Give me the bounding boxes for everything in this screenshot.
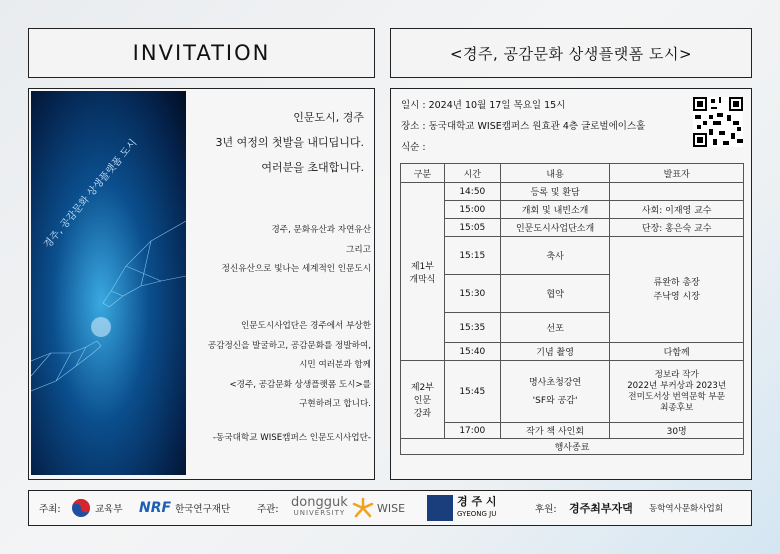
gyeongju-en: GYEONG JU bbox=[457, 510, 497, 518]
column-header: 구분 bbox=[401, 164, 445, 183]
organizer-label: 주관: bbox=[257, 504, 279, 515]
event-title: <경주, 공감문화 상생플랫폼 도시> bbox=[449, 44, 693, 63]
body-line: 구현하려고 합니다. bbox=[299, 399, 371, 409]
event-place: 장소 : 동국대학교 WISE캠퍼스 원효관 4층 글로벌에이스홀 bbox=[401, 121, 646, 132]
time-cell: 17:00 bbox=[444, 423, 500, 439]
speaker-cell bbox=[610, 183, 744, 201]
qr-code-icon bbox=[693, 97, 743, 147]
invitation-panel bbox=[28, 88, 375, 480]
table-row bbox=[401, 201, 744, 219]
host-label: 주최: bbox=[39, 504, 61, 515]
content-cell: 선포 bbox=[500, 313, 610, 343]
table-row bbox=[401, 343, 744, 361]
signature: -동국대학교 WISE캠퍼스 인문도시사업단- bbox=[212, 433, 371, 443]
intro-line: 여러분을 초대합니다. bbox=[261, 161, 364, 174]
intro-text bbox=[194, 105, 364, 180]
choi-family-logo: 경주최부자댁 bbox=[569, 502, 633, 515]
content-cell: 인문도시사업단소개 bbox=[500, 219, 610, 237]
intro-line: 3년 여정의 첫발을 내디딥니다. bbox=[215, 136, 364, 149]
body-paragraph-1 bbox=[189, 221, 371, 280]
time-cell: 15:30 bbox=[444, 275, 500, 313]
moe-name: 교육부 bbox=[95, 504, 123, 515]
closing-cell: 행사종료 bbox=[401, 439, 744, 455]
invitation-title-box bbox=[28, 28, 375, 78]
body-paragraph-2 bbox=[185, 317, 371, 415]
taegeuk-icon bbox=[71, 498, 91, 518]
invitation-title: INVITATION bbox=[132, 41, 271, 65]
content-cell: 협약 bbox=[500, 275, 610, 313]
body-line: 공감정신을 발굴하고, 공감문화를 정발하여, bbox=[207, 340, 371, 351]
qr-code[interactable] bbox=[693, 97, 743, 147]
content-cell: 등록 및 환담 bbox=[500, 183, 610, 201]
body-line: 인문도시사업단은 경주에서 부상한 bbox=[241, 321, 371, 331]
table-row bbox=[401, 423, 744, 439]
content-cell: 작가 책 사인회 bbox=[500, 423, 610, 439]
time-cell: 15:00 bbox=[444, 201, 500, 219]
content-cell: 명사초청강연 'SF와 공감' bbox=[500, 361, 610, 423]
speaker-cell: 30명 bbox=[610, 423, 744, 439]
dongguk-sub: UNIVERSITY bbox=[293, 509, 346, 517]
speaker-cell: 다함께 bbox=[610, 343, 744, 361]
table-row bbox=[401, 237, 744, 275]
speaker-cell: 사회: 이재영 교수 bbox=[610, 201, 744, 219]
column-header: 발표자 bbox=[610, 164, 744, 183]
wise-logo bbox=[351, 491, 405, 525]
time-cell: 15:15 bbox=[444, 237, 500, 275]
part1-label: 제1부 개막식 bbox=[401, 183, 445, 361]
column-header: 내용 bbox=[500, 164, 610, 183]
content-cell: 축사 bbox=[500, 237, 610, 275]
content-cell: 개회 및 내빈소개 bbox=[500, 201, 610, 219]
table-header-row bbox=[401, 164, 744, 183]
sponsor-label: 후원: bbox=[535, 504, 557, 515]
column-header: 시간 bbox=[444, 164, 500, 183]
table-row bbox=[401, 361, 744, 423]
schedule-table bbox=[400, 163, 744, 455]
body-line: 그리고 bbox=[346, 244, 371, 255]
gyeongju-emblem-icon bbox=[427, 495, 453, 521]
gyeongju-logo bbox=[427, 491, 497, 525]
table-row bbox=[401, 439, 744, 455]
content-cell: 기념 촬영 bbox=[500, 343, 610, 361]
hands-artwork bbox=[31, 91, 186, 475]
wise-name: WISE bbox=[377, 501, 406, 515]
nrf-logo bbox=[139, 491, 230, 525]
donghak-logo: 동학역사문화사업회 bbox=[649, 504, 723, 514]
body-line: 정신유산으로 빛나는 세계적인 인문도시 bbox=[221, 264, 371, 274]
sponsor-bar bbox=[28, 490, 752, 526]
table-row bbox=[401, 219, 744, 237]
event-date: 일시 : 2024년 10월 17일 목요일 15시 bbox=[401, 100, 566, 111]
event-order-label: 식순 : bbox=[401, 142, 426, 153]
time-cell: 15:40 bbox=[444, 343, 500, 361]
time-cell: 15:05 bbox=[444, 219, 500, 237]
intro-line: 인문도시, 경주 bbox=[293, 111, 364, 124]
wise-sun-icon bbox=[351, 497, 375, 519]
gyeongju-name: 경 주 시 bbox=[457, 495, 497, 508]
body-line: 시민 여러분과 함께 bbox=[299, 360, 371, 370]
time-cell: 14:50 bbox=[444, 183, 500, 201]
touching-hands-illustration bbox=[31, 91, 186, 475]
time-cell: 15:45 bbox=[444, 361, 500, 423]
speaker-cell: 단장: 홍은숙 교수 bbox=[610, 219, 744, 237]
event-details-panel bbox=[390, 88, 752, 480]
event-title-box bbox=[390, 28, 752, 78]
speaker-cell: 정보라 작가 2022년 부커상과 2023년 전미도서상 번역문학 부문 최종후보 bbox=[610, 361, 744, 423]
nrf-name: 한국연구재단 bbox=[175, 504, 231, 515]
merged-speaker-cell: 류완하 총장 주낙영 시장 bbox=[610, 237, 744, 343]
time-cell: 15:35 bbox=[444, 313, 500, 343]
artwork-caption: 경주, 공감문화 상생플랫폼 도시 bbox=[42, 137, 140, 251]
table-row bbox=[401, 183, 744, 201]
part2-label: 제2부 인문 강좌 bbox=[401, 361, 445, 439]
body-line: <경주, 공감문화 상생플랫폼 도시>를 bbox=[229, 379, 371, 390]
body-line: 경주, 문화유산과 자연유산 bbox=[271, 225, 371, 235]
dongguk-logo bbox=[291, 491, 348, 525]
moe-logo bbox=[71, 491, 123, 525]
dongguk-name: dongguk bbox=[291, 495, 348, 510]
nrf-mark: NRF bbox=[139, 500, 172, 516]
